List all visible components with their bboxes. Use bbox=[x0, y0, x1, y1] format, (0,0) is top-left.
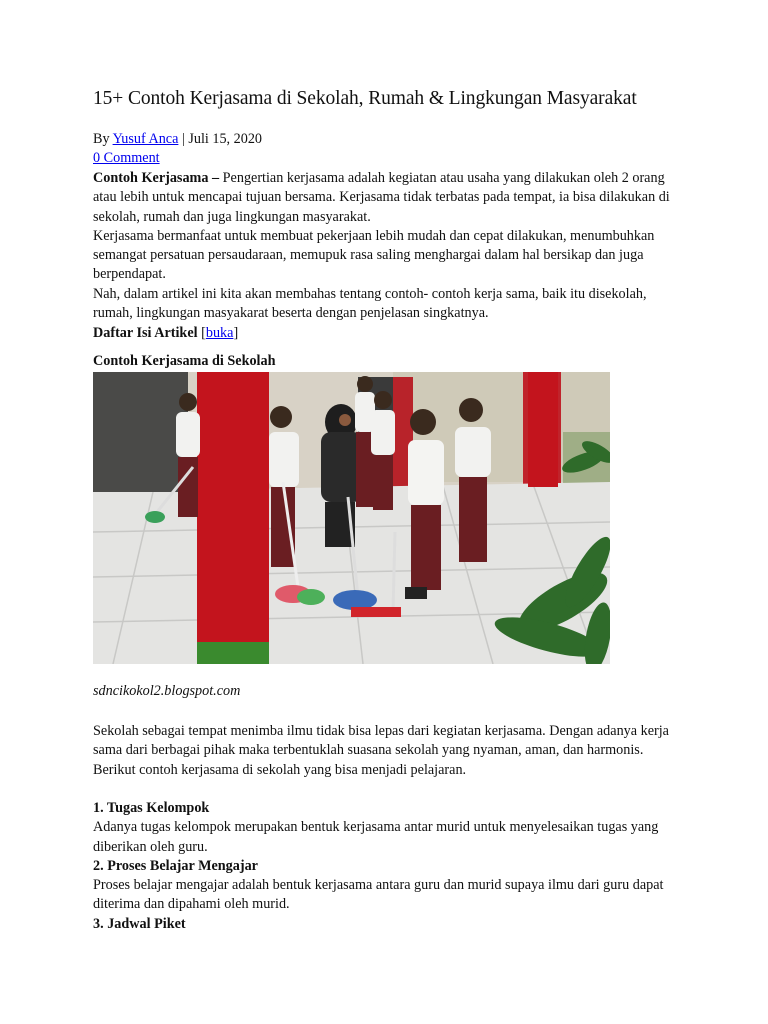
overview-paragraph: Nah, dalam artikel ini kita akan membahas tentang contoh- contoh kerja sama, baik itu disekolah, rumah, lingkungan masyakarat beserta dengan penjelasan singkatnya. bbox=[93, 285, 647, 322]
list-item-heading: 3. Jadwal Piket bbox=[93, 915, 186, 932]
intro-text: Pengertian kerjasama adalah kegiatan atau usaha yang dilakukan oleh 2 orang atau lebih untuk mencapai tujuan bersama. Kerjasama tidak terbatas pada tempat, ia bisa dilakukan di sekolah, rumah dan juga lingkungan masyarakat. bbox=[93, 170, 670, 225]
intro-paragraph bbox=[93, 169, 673, 227]
article-title: 15+ Contoh Kerjasama di Sekolah, Rumah & Lingkungan Masyarakat bbox=[93, 88, 637, 109]
byline-prefix: By bbox=[93, 131, 113, 147]
image-caption: sdncikokol2.blogspot.com bbox=[93, 683, 241, 699]
list-item-heading: 2. Proses Belajar Mengajar bbox=[93, 857, 258, 874]
table-of-contents bbox=[93, 324, 673, 343]
example-list bbox=[93, 799, 673, 934]
toc-label: Daftar Isi Artikel bbox=[93, 325, 198, 342]
section-intro-wrap bbox=[93, 722, 673, 780]
section-intro: Sekolah sebagai tempat menimba ilmu tidak bisa lepas dari kegiatan kerjasama. Dengan adanya kerja sama dari berbagai pihak maka terbentuklah suasana sekolah yang nyaman, aman, dan harmonis. Berikut contoh kerjasama di sekolah yang bisa menjadi pelajaran. bbox=[93, 723, 669, 778]
section-heading: Contoh Kerjasama di Sekolah bbox=[93, 353, 276, 369]
toc-open-bracket: [ bbox=[197, 325, 206, 342]
school-cooperation-photo bbox=[93, 372, 610, 664]
list-item-heading: 1. Tugas Kelompok bbox=[93, 800, 210, 816]
author-link[interactable]: Yusuf Anca bbox=[112, 131, 179, 147]
list-item-text: Adanya tugas kelompok merupakan bentuk kerjasama antar murid untuk menyelesaikan tugas yang diberikan oleh guru. bbox=[93, 819, 659, 855]
byline bbox=[93, 130, 673, 149]
intro-dash: – bbox=[208, 170, 223, 186]
article-intro bbox=[93, 169, 673, 344]
article-meta bbox=[93, 130, 673, 169]
toc-toggle-link[interactable]: buka bbox=[205, 325, 234, 342]
post-date: Juli 15, 2020 bbox=[188, 131, 263, 147]
benefit-paragraph: Kerjasama bermanfaat untuk membuat pekerjaan lebih mudah dan cepat dilakukan, menumbuhkan semangat persatuan persaudaraan, memupuk rasa saling menghargai dalam hal bersikap dan juga berpendapat. bbox=[93, 227, 655, 283]
toc-close-bracket: ] bbox=[233, 325, 239, 342]
byline-separator: | bbox=[178, 131, 189, 147]
comments-link[interactable]: 0 Comment bbox=[93, 150, 160, 167]
intro-term: Contoh Kerjasama bbox=[93, 170, 209, 186]
section-heading-wrap bbox=[93, 352, 673, 371]
list-item-text: Proses belajar mengajar adalah bentuk kerjasama antara guru dan murid supaya ilmu dari guru dapat diterima dan dipahami oleh murid. bbox=[93, 877, 664, 913]
